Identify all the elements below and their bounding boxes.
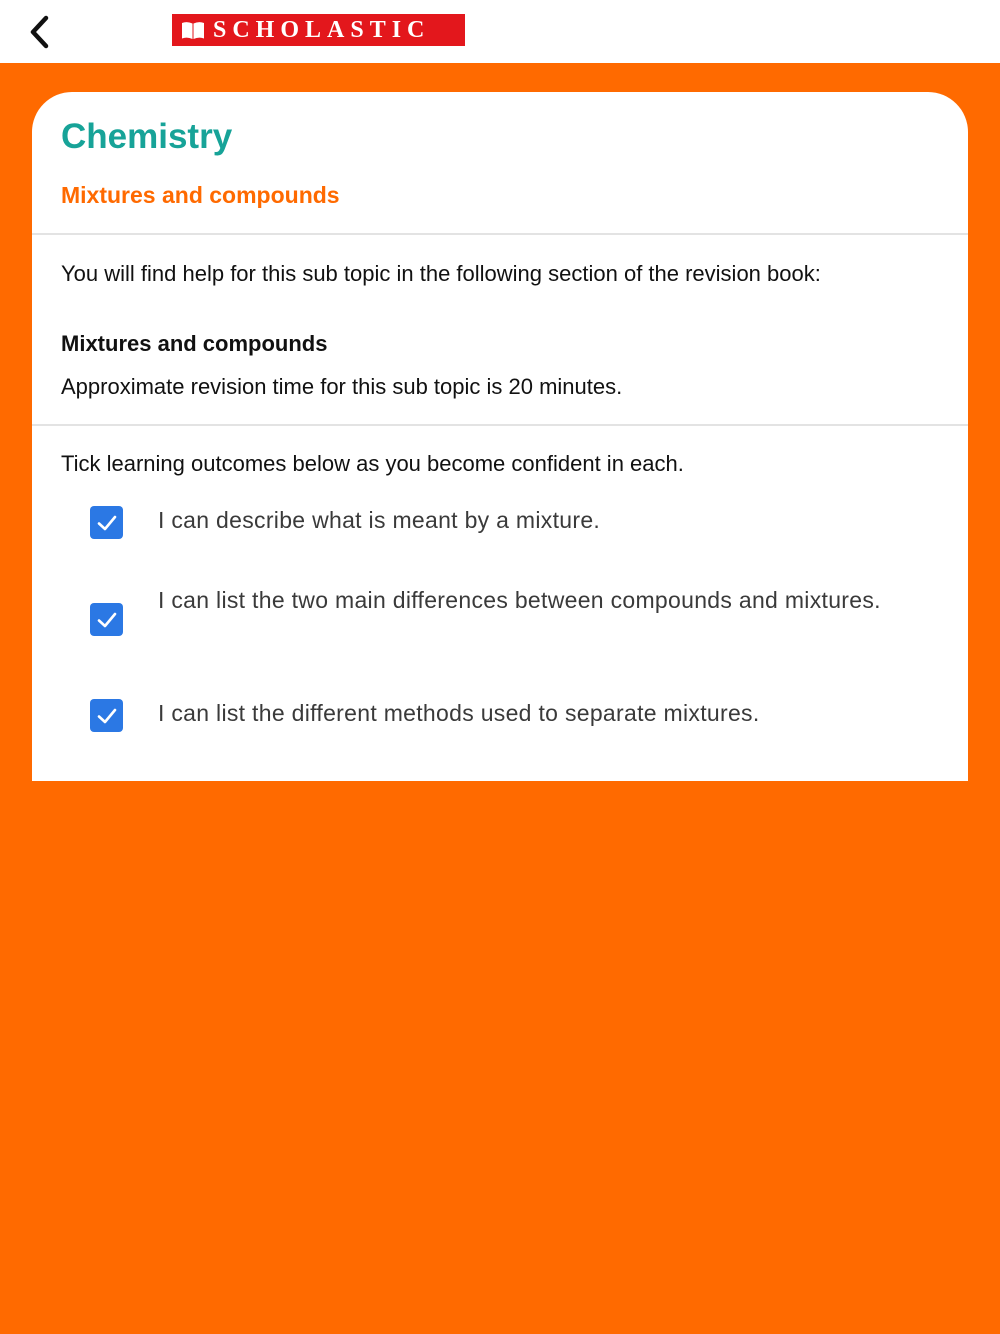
top-bar xyxy=(0,0,1000,63)
subject-title: Chemistry xyxy=(61,117,233,156)
outcome-checkbox[interactable] xyxy=(90,699,123,732)
subtopic-card xyxy=(32,92,968,781)
subtopic-title: Mixtures and compounds xyxy=(61,182,340,208)
open-book-icon xyxy=(181,20,205,40)
checkmark-icon xyxy=(96,512,118,534)
revision-time-text: Approximate revision time for this sub topic is 20 minutes. xyxy=(61,374,623,399)
chevron-left-icon xyxy=(26,14,54,50)
outcome-label: I can list the different methods used to separate mixtures. xyxy=(158,700,760,726)
revision-help-section xyxy=(32,235,968,426)
logo-text: SCHOLASTIC xyxy=(213,17,431,43)
scholastic-logo xyxy=(172,14,465,46)
outcomes-instruction: Tick learning outcomes below as you become confident in each. xyxy=(61,451,684,476)
back-button[interactable] xyxy=(20,12,60,52)
outcome-label: I can describe what is meant by a mixture. xyxy=(158,507,601,533)
card-header xyxy=(32,92,968,235)
outcome-checkbox[interactable] xyxy=(90,603,123,636)
checkmark-icon xyxy=(96,609,118,631)
help-text: You will find help for this sub topic in the following section of the revision book: xyxy=(61,261,821,286)
outcome-label: I can list the two main differences between compounds and mixtures. xyxy=(158,587,881,613)
outcome-checkbox[interactable] xyxy=(90,506,123,539)
help-section-name: Mixtures and compounds xyxy=(61,331,328,356)
checkmark-icon xyxy=(96,705,118,727)
learning-outcomes-section xyxy=(32,426,968,781)
